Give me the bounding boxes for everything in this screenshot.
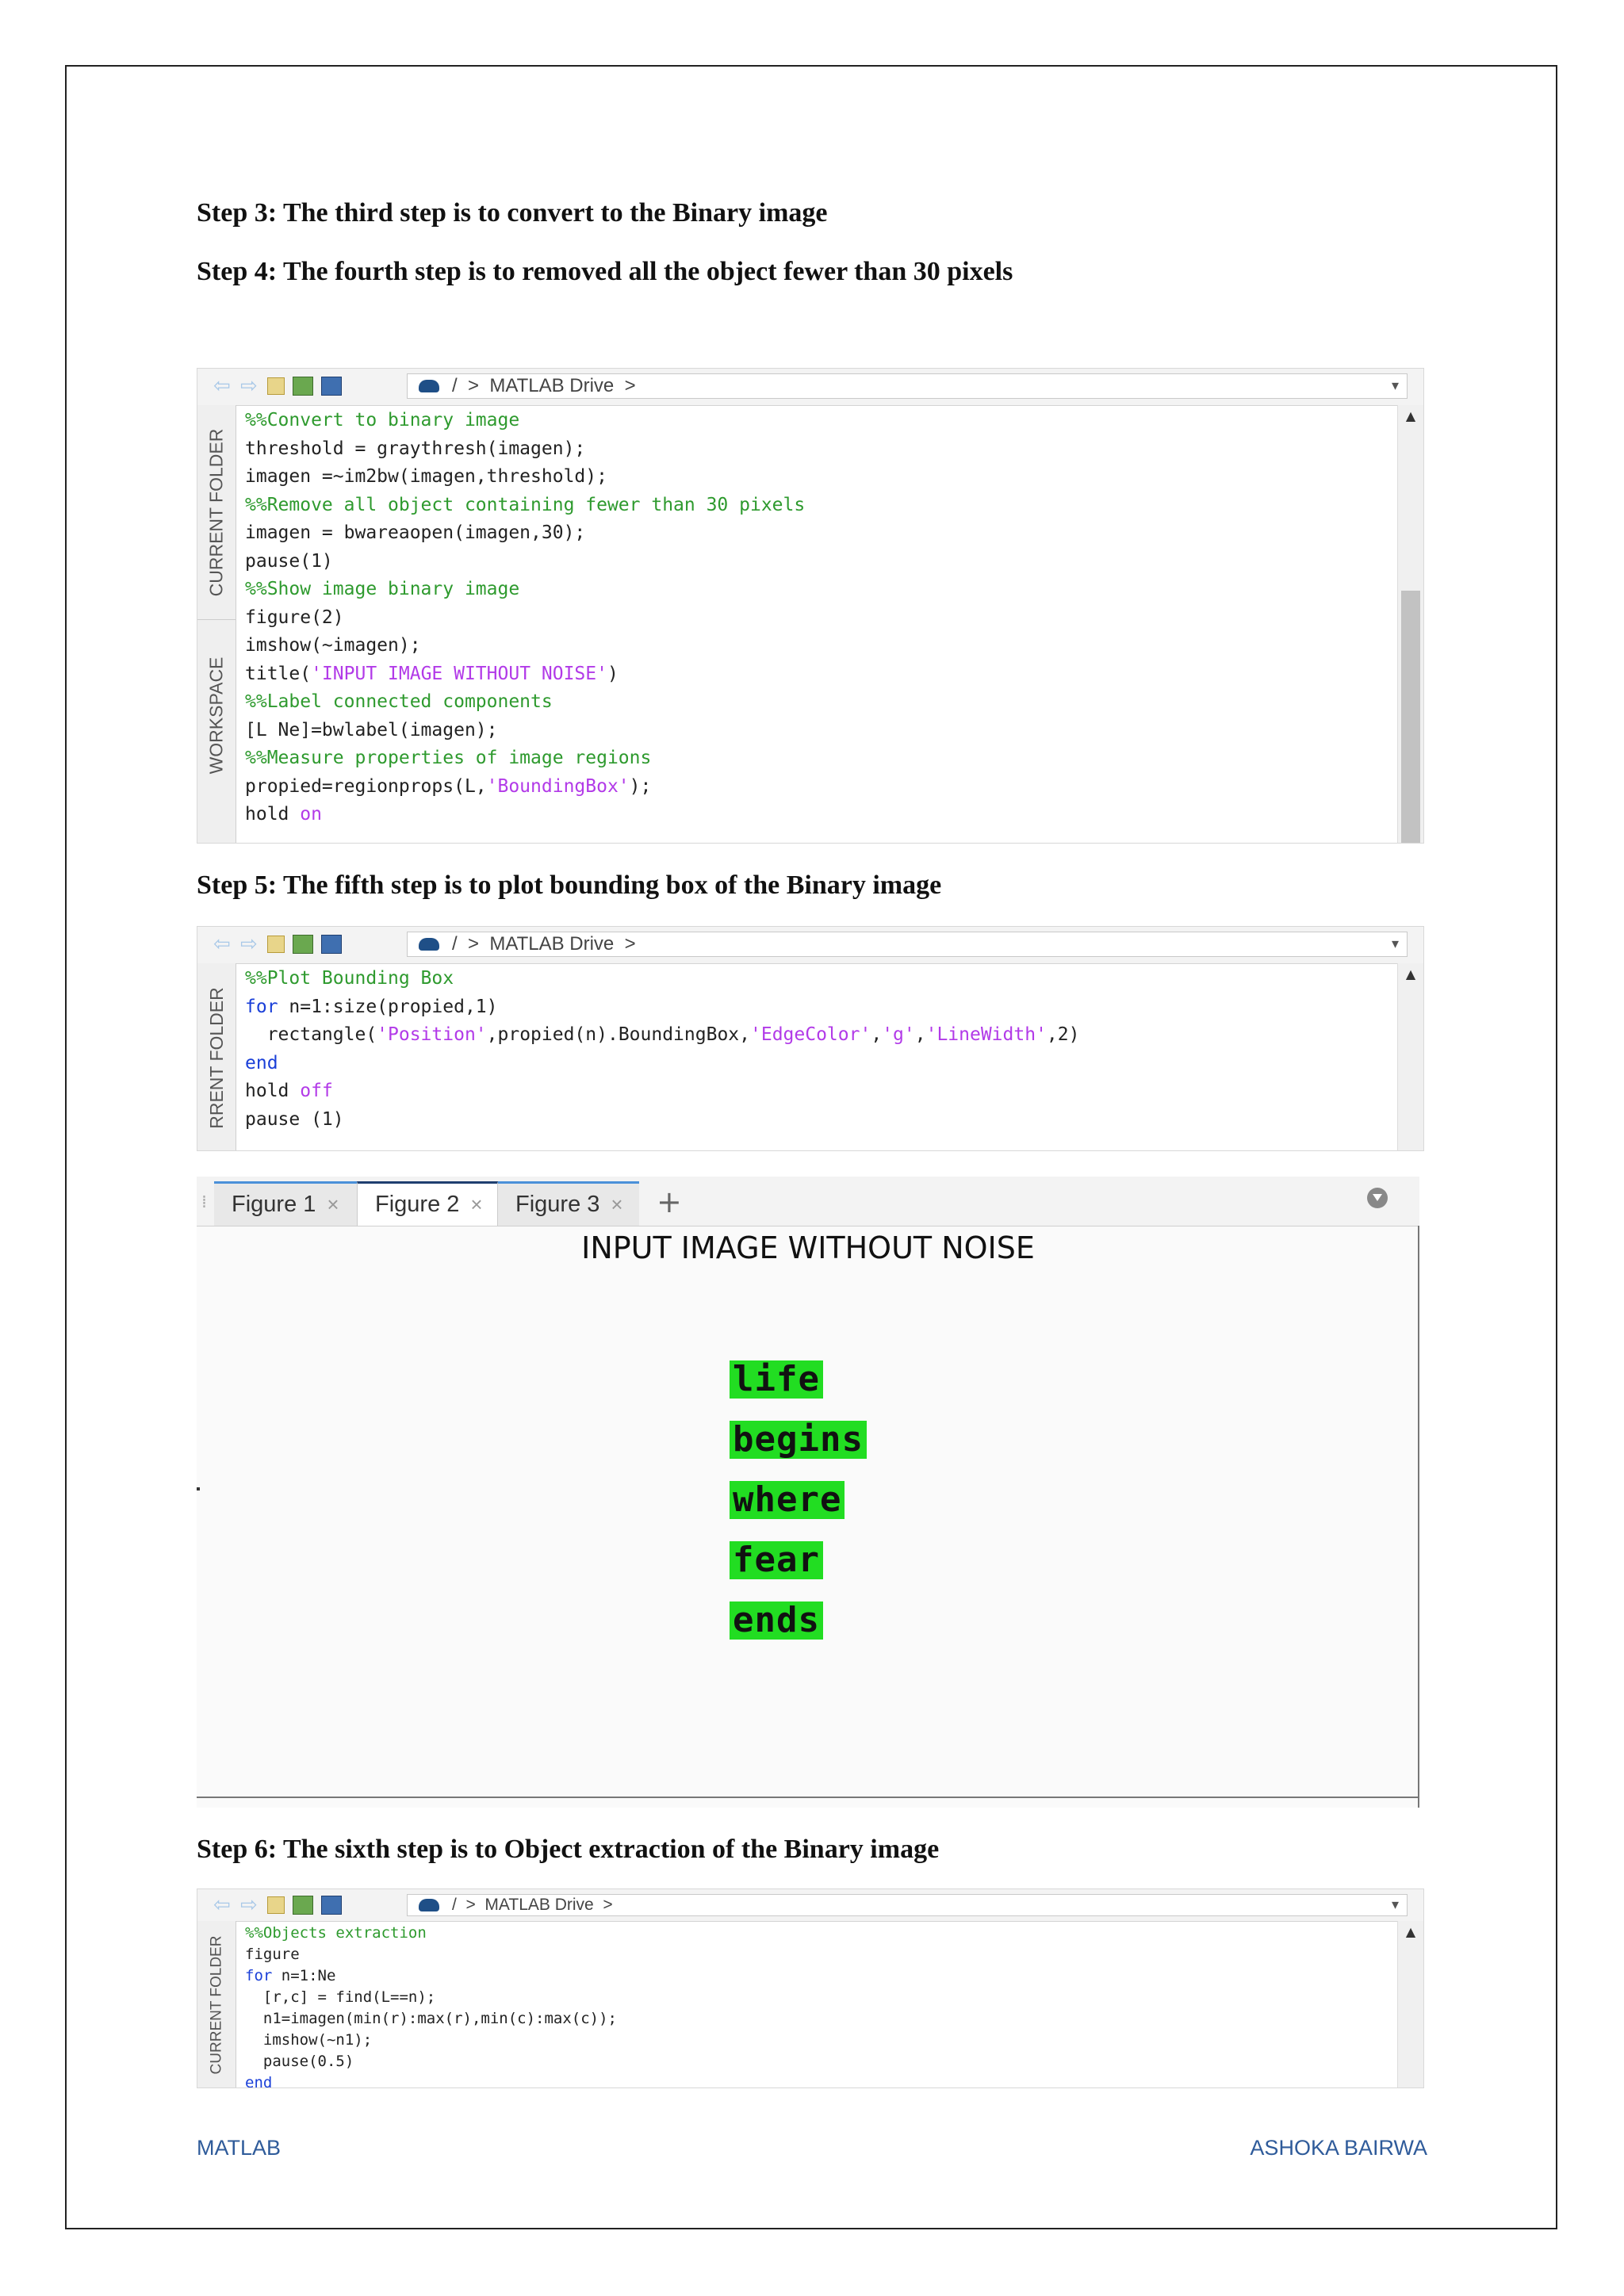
code-line[interactable]: pause (1) (245, 1108, 344, 1130)
cloud-icon (419, 1899, 439, 1911)
bounded-word: fear (730, 1541, 823, 1579)
tab-figure-3[interactable]: Figure 3 × (498, 1181, 639, 1226)
code-line[interactable]: imshow(~imagen); (245, 635, 421, 656)
scroll-thumb[interactable] (1401, 591, 1420, 843)
code-line[interactable]: n1=imagen(min(r):max(r),min(c):max(c)); (245, 2010, 617, 2027)
grip-icon[interactable]: ⁞ (201, 1192, 207, 1212)
code-line[interactable]: [r,c] = find(L==n); (245, 1988, 436, 2006)
close-icon[interactable]: × (611, 1192, 623, 1216)
tab-workspace[interactable]: WORKSPACE (197, 619, 236, 810)
footer-right: ASHOKA BAIRWA (1250, 2136, 1427, 2160)
side-tabs (197, 1921, 236, 2087)
code-line[interactable]: pause(0.5) (245, 2053, 354, 2070)
code-line[interactable]: imagen =~im2bw(imagen,threshold); (245, 466, 607, 487)
back-arrow-icon[interactable]: ⇦ (213, 1893, 231, 1917)
figure-title: INPUT IMAGE WITHOUT NOISE (581, 1230, 1035, 1265)
code-area[interactable] (245, 965, 1392, 1150)
step4-heading: Step 4: The fourth step is to removed all the object fewer than 30 pixels (197, 257, 1013, 286)
stray-dot (197, 1487, 200, 1490)
code-line[interactable]: imshow(~n1); (245, 2031, 373, 2049)
bounded-word: ends (730, 1601, 823, 1640)
code-line[interactable]: %%Label connected components (245, 691, 553, 712)
tab-current-folder[interactable]: RRENT FOLDER (205, 986, 227, 1129)
figure-tab-bar (197, 1177, 1419, 1226)
figure-border-bottom (197, 1797, 1419, 1798)
add-figure-button[interactable]: + (657, 1184, 682, 1219)
code-line[interactable]: title('INPUT IMAGE WITHOUT NOISE') (245, 663, 619, 684)
address-bar[interactable] (407, 1894, 1408, 1916)
forward-arrow-icon[interactable]: ⇨ (240, 1893, 258, 1917)
up-folder-icon[interactable] (267, 936, 285, 953)
scroll-up-icon[interactable]: ▲ (1405, 966, 1416, 982)
close-icon[interactable]: × (470, 1192, 483, 1216)
bounded-word: begins (730, 1421, 867, 1459)
editor-toolbar (197, 927, 1423, 964)
code-line[interactable]: %%Convert to binary image (245, 410, 520, 430)
address-path: / > MATLAB Drive > (452, 375, 636, 396)
up-folder-icon[interactable] (267, 1896, 285, 1914)
drive-icon[interactable] (321, 1896, 342, 1915)
editor-toolbar (197, 369, 1423, 406)
code-line[interactable]: threshold = graythresh(imagen); (245, 438, 586, 459)
code-line[interactable]: figure (245, 1946, 300, 1963)
footer-left: MATLAB (197, 2136, 282, 2160)
scroll-up-icon[interactable]: ▲ (1405, 408, 1416, 423)
browse-folder-icon[interactable] (293, 377, 313, 396)
forward-arrow-icon[interactable]: ⇨ (240, 374, 258, 398)
figure-window[interactable] (197, 1177, 1419, 1808)
scroll-up-icon[interactable]: ▲ (1405, 1924, 1416, 1939)
code-area[interactable] (245, 1923, 1392, 2087)
browse-folder-icon[interactable] (293, 1896, 313, 1915)
scrollbar[interactable] (1397, 405, 1423, 843)
editor-toolbar (197, 1889, 1423, 1922)
code-line[interactable]: %%Remove all object containing fewer than 30 pixels (245, 494, 806, 515)
code-area[interactable] (245, 407, 1392, 843)
tab-figure-2[interactable]: Figure 2 × (357, 1181, 498, 1226)
side-tabs (197, 405, 236, 843)
step5-heading: Step 5: The fifth step is to plot bounding box of the Binary image (197, 871, 942, 900)
up-folder-icon[interactable] (267, 377, 285, 395)
tab-figure-1[interactable]: Figure 1 × (214, 1181, 357, 1226)
chevron-down-icon[interactable]: ▾ (1391, 1896, 1399, 1913)
browse-folder-icon[interactable] (293, 935, 313, 954)
side-tabs (197, 963, 236, 1150)
scrollbar[interactable] (1397, 963, 1423, 1150)
figure-menu-icon[interactable] (1367, 1188, 1388, 1208)
code-line[interactable]: pause(1) (245, 550, 333, 572)
step6-heading: Step 6: The sixth step is to Object extraction of the Binary image (197, 1835, 940, 1864)
tab-current-folder[interactable]: CURRENT FOLDER (205, 428, 227, 596)
code-line[interactable]: hold off (245, 1081, 333, 1101)
code-line[interactable]: end (245, 2074, 273, 2088)
matlab-editor-step3-4[interactable] (197, 368, 1424, 844)
code-line[interactable]: imagen = bwareaopen(imagen,30); (245, 522, 586, 543)
cloud-icon (419, 380, 439, 392)
chevron-down-icon[interactable]: ▾ (1391, 936, 1399, 952)
bounded-word: where (730, 1481, 845, 1519)
code-line[interactable]: %%Measure properties of image regions (245, 748, 652, 768)
code-line[interactable]: for n=1:Ne (245, 1967, 336, 1984)
address-path: / > MATLAB Drive > (452, 933, 636, 955)
step3-heading: Step 3: The third step is to convert to the Binary image (197, 198, 828, 228)
code-line[interactable]: end (245, 1052, 278, 1073)
scrollbar[interactable] (1397, 1921, 1423, 2087)
address-path: / > MATLAB Drive > (452, 1896, 613, 1914)
chevron-down-icon[interactable]: ▾ (1391, 377, 1399, 394)
back-arrow-icon[interactable]: ⇦ (213, 932, 231, 956)
cloud-icon (419, 938, 439, 951)
drive-icon[interactable] (321, 935, 342, 954)
bounded-word: life (730, 1360, 823, 1399)
code-line[interactable]: for n=1:size(propied,1) (245, 996, 498, 1017)
code-line[interactable]: rectangle('Position',propied(n).BoundingBox,'EdgeColor','g','LineWidth',2) (245, 1024, 1080, 1045)
drive-icon[interactable] (321, 377, 342, 396)
code-line[interactable]: hold on (245, 804, 322, 825)
code-line[interactable]: propied=regionprops(L,'BoundingBox'); (245, 775, 652, 797)
tab-current-folder[interactable]: CURRENT FOLDER (208, 1935, 225, 2075)
code-line[interactable]: %%Show image binary image (245, 579, 520, 599)
forward-arrow-icon[interactable]: ⇨ (240, 932, 258, 956)
code-line[interactable]: figure(2) (245, 607, 344, 628)
close-icon[interactable]: × (327, 1192, 339, 1216)
code-line[interactable]: %%Objects extraction (245, 1924, 427, 1942)
address-bar[interactable] (407, 932, 1408, 957)
address-bar[interactable] (407, 373, 1408, 399)
code-line[interactable]: [L Ne]=bwlabel(imagen); (245, 719, 498, 740)
code-line[interactable]: %%Plot Bounding Box (245, 968, 454, 989)
matlab-editor-step5[interactable] (197, 926, 1424, 1151)
figure-border-right (1418, 1226, 1419, 1808)
matlab-editor-step6[interactable] (197, 1888, 1424, 2088)
back-arrow-icon[interactable]: ⇦ (213, 374, 231, 398)
